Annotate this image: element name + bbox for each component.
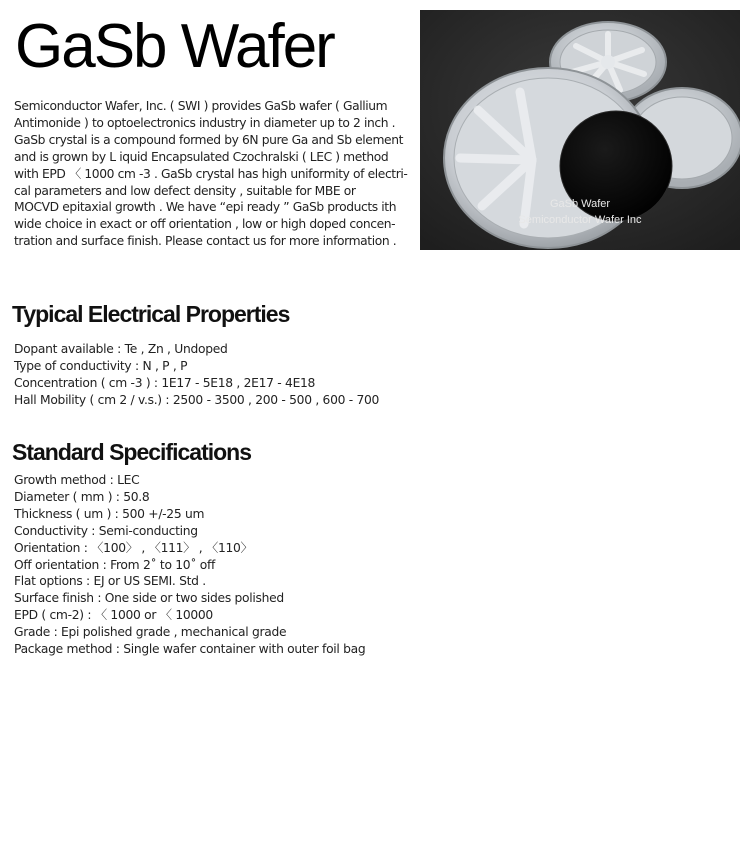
intro-line: MOCVD epitaxial growth . We have “epi ready ” GaSb products ith: [14, 200, 397, 215]
photo-caption-line2: Semiconductor Wafer Inc: [518, 214, 642, 226]
electrical-properties-heading: Typical Electrical Properties: [12, 301, 290, 327]
page-title: GaSb Wafer: [15, 12, 334, 81]
list-item: Off orientation : From 2˚ to 10˚ off: [14, 557, 216, 572]
list-item: Flat options : EJ or US SEMI. Std .: [14, 574, 206, 589]
intro-line: with EPD 〈 1000 cm -3 . GaSb crystal has high uniformity of electri-: [14, 166, 408, 181]
intro-line: cal parameters and low defect density , suitable for MBE or: [14, 183, 356, 198]
intro-line: tration and surface finish. Please contact us for more information .: [14, 234, 397, 249]
list-item: Growth method : LEC: [14, 473, 140, 487]
list-item: Diameter ( mm ) : 50.8: [14, 489, 150, 504]
photo-caption-line1: GaSb Wafer: [549, 198, 611, 210]
list-item: Dopant available : Te , Zn , Undoped: [14, 342, 228, 356]
list-item: Surface finish : One side or two sides polished: [14, 591, 284, 606]
list-item: Orientation : 〈100〉 , 〈111〉 , 〈110〉: [14, 540, 253, 555]
list-item: Package method : Single wafer container with outer foil bag: [14, 642, 366, 657]
intro-paragraph: [14, 98, 409, 250]
list-item: Conductivity : Semi-conducting: [14, 523, 198, 538]
list-item: EPD ( cm-2) : 〈 1000 or 〈 10000: [14, 608, 213, 623]
list-item: Grade : Epi polished grade , mechanical grade: [14, 625, 287, 640]
list-item: Concentration ( cm -3 ) : 1E17 - 5E18 , 2E17 - 4E18: [14, 375, 316, 390]
intro-line: wide choice in exact or off orientation , low or high doped concen-: [14, 217, 396, 232]
intro-line: and is grown by L iquid Encapsulated Czochralski ( LEC ) method: [14, 149, 389, 164]
list-item: Hall Mobility ( cm 2 / v.s.) : 2500 - 3500 , 200 - 500 , 600 - 700: [14, 392, 380, 407]
electrical-properties-list: [14, 341, 379, 409]
intro-line: GaSb crystal is a compound formed by 6N pure Ga and Sb element: [14, 132, 404, 147]
standard-specifications-heading: Standard Specifications: [12, 439, 252, 465]
intro-line: Semiconductor Wafer, Inc. ( SWI ) provides GaSb wafer ( Gallium: [14, 99, 388, 113]
list-item: Thickness ( um ) : 500 +/-25 um: [14, 506, 205, 521]
intro-line: Antimonide ) to optoelectronics industry in diameter up to 2 inch .: [14, 115, 396, 130]
list-item: Type of conductivity : N , P , P: [14, 358, 188, 373]
standard-specifications-list: [14, 472, 365, 658]
product-photo: [420, 10, 740, 250]
